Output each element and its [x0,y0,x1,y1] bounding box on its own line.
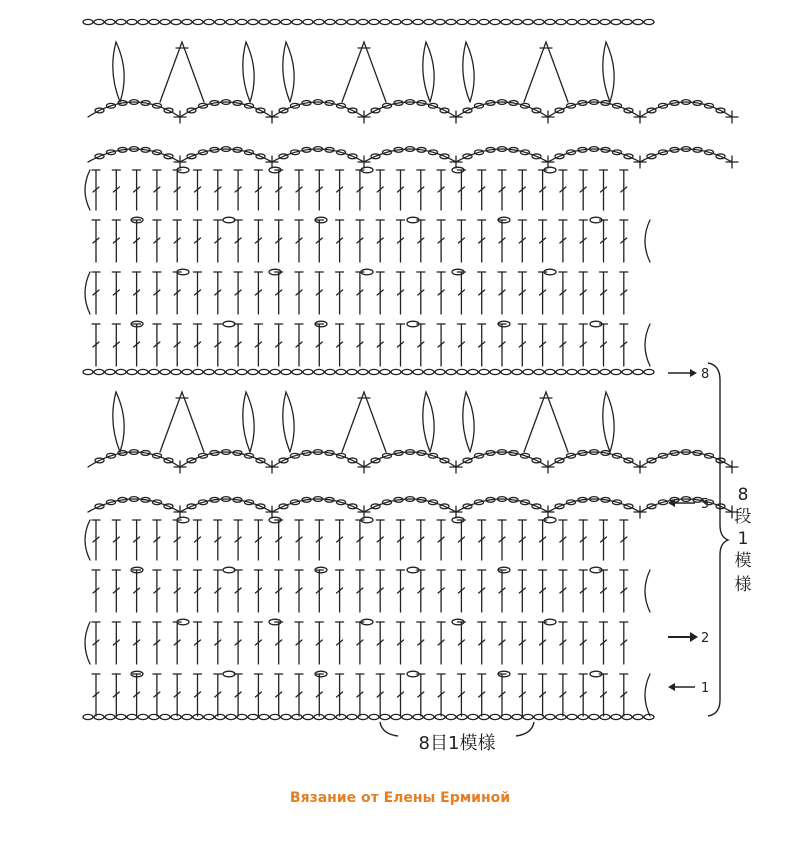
chain-stitch [237,19,247,24]
row-marker-label: 5 [701,497,710,512]
chain-stitch [336,714,346,719]
turning-chain [645,220,650,262]
chain-stitch [468,369,478,374]
chain-stitch [622,369,632,374]
chain-stitch [578,19,588,24]
chain-stitch [94,19,104,24]
petal-stitch [463,42,474,102]
chain-stitch [633,714,643,719]
turning-chain [85,170,90,210]
chain-stitch [237,714,247,719]
chain-stitch [512,19,522,24]
turning-chain [645,674,650,716]
chain-stitch [644,19,654,24]
chain-stitch [589,19,599,24]
chain-stitch [160,19,170,24]
chain-stitch [223,217,235,223]
chain-stitch [457,19,467,24]
chain-stitch [171,369,181,374]
v-stitch [160,42,204,102]
chain-stitch [358,714,368,719]
chain-stitch [501,369,511,374]
row-marker-8 [668,367,709,382]
chain-stitch [424,714,434,719]
chain-stitch [391,714,401,719]
chain-stitch [633,369,643,374]
chain-stitch [523,369,533,374]
chain-stitch [534,369,544,374]
chain-stitch [611,714,621,719]
chain-stitch [259,19,269,24]
chain-stitch [193,19,203,24]
single-crochet [726,111,738,123]
chain-stitch [325,714,335,719]
chain-stitch [633,19,643,24]
chain-stitch [347,369,357,374]
chain-stitch [83,714,93,719]
stitch-repeat-label: 8目1模様 [418,733,496,754]
petal-stitch [603,392,614,452]
chain-stitch [424,369,434,374]
chain-stitch [149,714,159,719]
turning-chain [645,324,650,366]
chain-stitch [292,369,302,374]
chain-stitch [237,369,247,374]
chain-stitch [600,369,610,374]
chain-stitch [413,714,423,719]
chain-stitch [600,714,610,719]
chain-stitch [215,369,225,374]
chain-stitch [611,369,621,374]
chain-stitch [358,19,368,24]
chain-stitch [160,714,170,719]
chain-stitch [215,714,225,719]
chain-stitch [424,19,434,24]
chain-stitch [116,714,126,719]
chain-stitch [490,369,500,374]
chain-stitch [223,567,235,573]
chain-stitch [457,369,467,374]
chain-stitch [600,19,610,24]
chain-stitch [138,714,148,719]
chain-stitch [501,714,511,719]
chain-stitch [611,19,621,24]
v-stitch [160,392,204,452]
petal-stitch [423,392,434,452]
chain-stitch [644,369,654,374]
chain-stitch [270,369,280,374]
chain-stitch [149,19,159,24]
row-repeat-label [735,485,752,595]
chain-stitch [556,19,566,24]
v-stitch [342,392,386,452]
chain-stitch [402,369,412,374]
chain-stitch [479,19,489,24]
turning-chain [85,272,90,314]
chain-stitch [149,369,159,374]
chain-stitch [325,19,335,24]
chain-stitch [468,19,478,24]
chain-stitch [314,19,324,24]
chain-stitch [171,714,181,719]
row-marker-label: 2 [701,631,710,646]
chain-stitch [622,19,632,24]
chain-stitch [336,369,346,374]
chain-stitch [380,19,390,24]
chain-stitch [545,369,555,374]
chain-stitch [369,714,379,719]
chain-stitch [534,19,544,24]
v-stitch [524,392,568,452]
chain-stitch [204,369,214,374]
chain-stitch [523,19,533,24]
chain-stitch [314,369,324,374]
chain-stitch [369,369,379,374]
chain-stitch [468,714,478,719]
svg-text:様: 様 [734,575,752,595]
chain-stitch [127,714,137,719]
chain-stitch [83,19,93,24]
credit-text: Вязание от Елены Ерминой [289,790,511,806]
chain-stitch [281,19,291,24]
chain-stitch [446,19,456,24]
chain-stitch [402,714,412,719]
turning-chain [85,520,90,560]
chain-stitch [523,714,533,719]
chain-stitch [545,19,555,24]
turning-chain [85,622,90,664]
petal-stitch [243,42,254,102]
chain-stitch [391,369,401,374]
chain-stitch [105,19,115,24]
chain-stitch [501,19,511,24]
chain-stitch [215,19,225,24]
chain-stitch [281,714,291,719]
turning-chain [645,570,650,612]
chain-stitch [347,19,357,24]
chain-stitch [490,19,500,24]
chain-stitch [325,369,335,374]
chain-stitch [446,714,456,719]
chain-stitch [490,714,500,719]
chain-stitch [479,714,489,719]
chain-stitch [226,369,236,374]
petal-stitch [283,392,294,452]
chain-stitch [292,714,302,719]
chain-stitch [512,714,522,719]
chain-stitch [545,714,555,719]
svg-text:1: 1 [737,529,749,549]
chain-stitch [182,19,192,24]
svg-text:模: 模 [734,551,752,571]
petal-stitch [243,392,254,452]
chain-stitch [182,714,192,719]
chain-stitch [116,369,126,374]
chain-stitch [138,369,148,374]
petal-stitch [113,392,124,452]
chain-stitch [556,369,566,374]
chain-stitch [567,714,577,719]
stitch-grid [83,19,738,719]
chain-stitch [435,19,445,24]
chain-stitch [413,19,423,24]
chain-stitch [578,369,588,374]
row-repeat-bracket [708,363,728,716]
chain-stitch [358,369,368,374]
chain-stitch [369,19,379,24]
chain-stitch [105,714,115,719]
chain-stitch [479,369,489,374]
chain-stitch [94,369,104,374]
chain-stitch [127,19,137,24]
svg-text:8: 8 [737,485,749,505]
chain-stitch [567,369,577,374]
chain-stitch [223,671,235,677]
chain-stitch [435,714,445,719]
chain-stitch [380,714,390,719]
chain-stitch [589,714,599,719]
chain-stitch [512,369,522,374]
chain-stitch [259,714,269,719]
chain-stitch [281,369,291,374]
chain-stitch [446,369,456,374]
chain-stitch [127,369,137,374]
row-marker-label: 1 [701,681,710,696]
chain-stitch [171,19,181,24]
chain-stitch [336,19,346,24]
petal-stitch [423,42,434,102]
chain-stitch [347,714,357,719]
chain-stitch [303,369,313,374]
chain-stitch [402,19,412,24]
petal-stitch [463,392,474,452]
chain-stitch [270,714,280,719]
chain-stitch [160,369,170,374]
single-crochet [726,156,738,168]
petal-stitch [603,42,614,102]
chain-stitch [116,19,126,24]
petal-stitch [113,42,124,102]
row-marker-2 [668,631,709,646]
chain-stitch [105,369,115,374]
chain-stitch [204,714,214,719]
chain-stitch [589,369,599,374]
chain-stitch [556,714,566,719]
chain-stitch [413,369,423,374]
chain-stitch [391,19,401,24]
chain-stitch [138,19,148,24]
chain-stitch [248,369,258,374]
v-stitch [342,42,386,102]
petal-stitch [283,42,294,102]
svg-text:段: 段 [734,507,752,527]
chain-stitch [303,19,313,24]
chain-stitch [248,714,258,719]
chain-stitch [204,19,214,24]
row-marker-label: 8 [701,367,710,382]
chain-stitch [270,19,280,24]
chain-stitch [223,321,235,327]
chain-stitch [622,714,632,719]
chain-stitch [226,714,236,719]
row-marker-1 [668,681,709,696]
chain-stitch [292,19,302,24]
chain-stitch [435,369,445,374]
chain-stitch [380,369,390,374]
chain-stitch [303,714,313,719]
chain-stitch [193,369,203,374]
chain-stitch [182,369,192,374]
chain-stitch [567,19,577,24]
v-stitch [524,42,568,102]
chain-stitch [94,714,104,719]
chain-stitch [534,714,544,719]
chain-stitch [248,19,258,24]
chain-stitch [226,19,236,24]
chain-stitch [83,369,93,374]
chain-stitch [259,369,269,374]
single-crochet [726,461,738,473]
